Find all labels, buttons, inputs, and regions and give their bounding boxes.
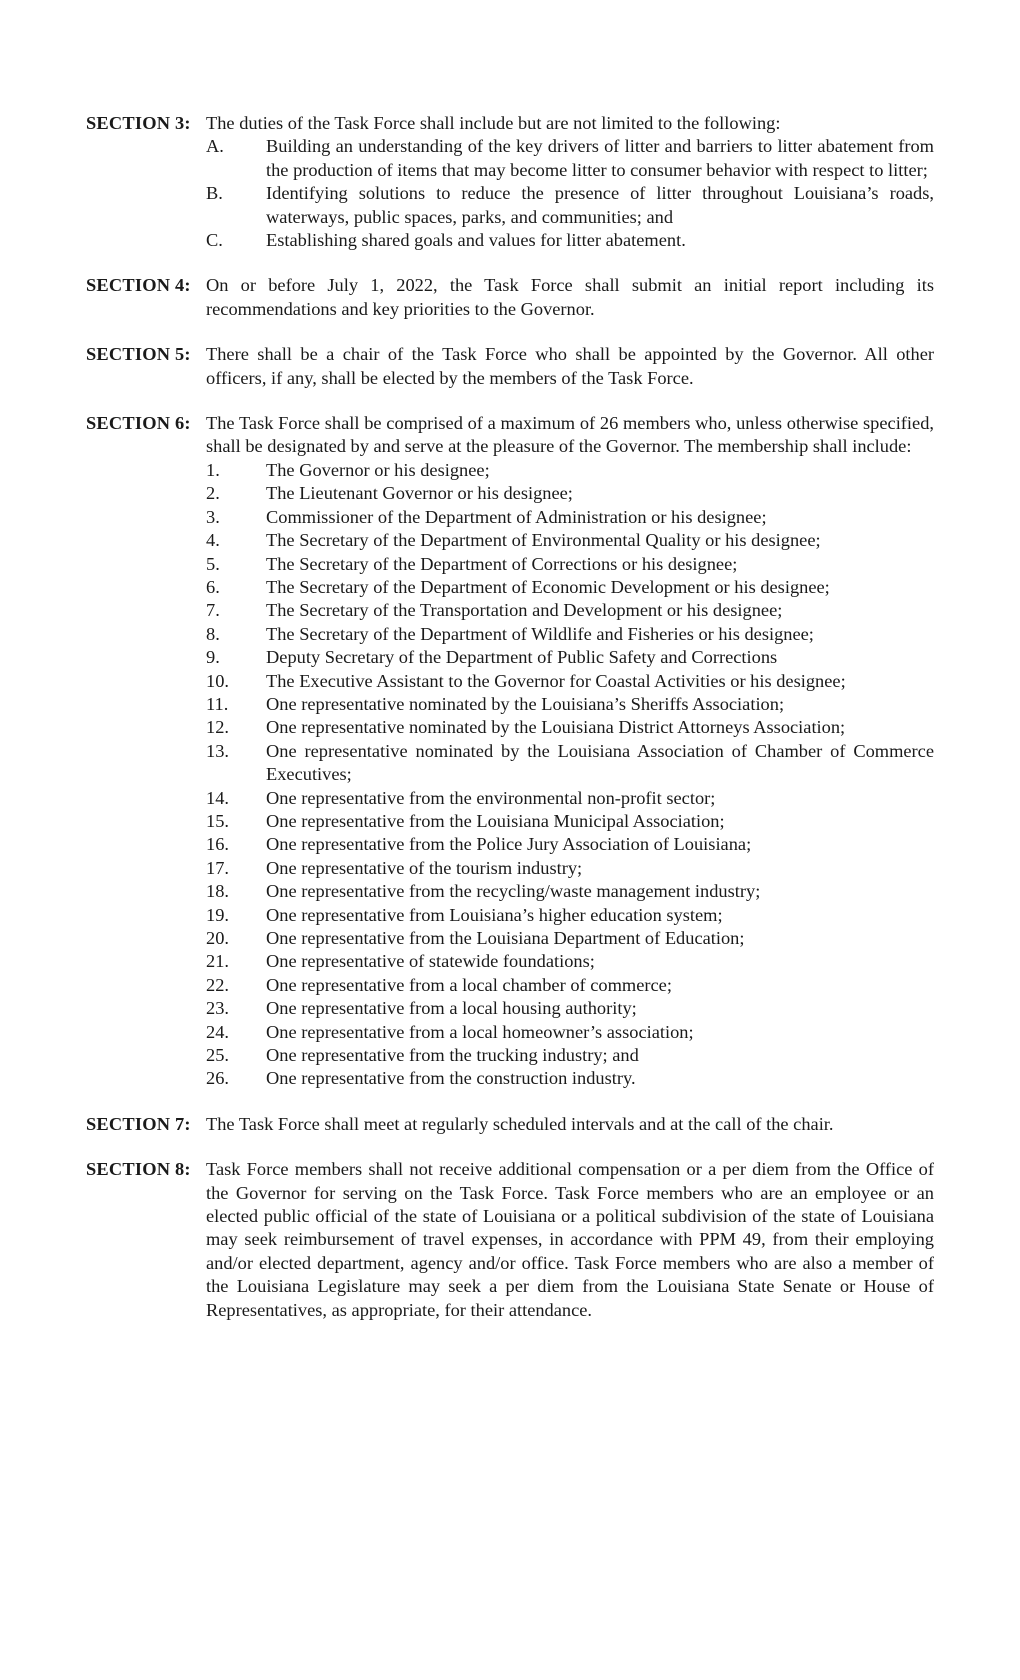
list-marker: 3. [206, 506, 220, 527]
list-item [206, 576, 934, 599]
list-item-text: One representative from a local housing authority; [266, 998, 637, 1019]
section-4-body [206, 274, 934, 321]
list-item-text: Establishing shared goals and values for litter abatement. [266, 230, 686, 251]
section-4-text: On or before July 1, 2022, the Task Force shall submit an initial report including its recommendations and key priorities to the Governor. [206, 275, 934, 319]
list-marker: 12. [206, 717, 229, 738]
list-item [206, 599, 934, 622]
list-item-text: The Lieutenant Governor or his designee; [266, 483, 573, 504]
list-item-text: The Executive Assistant to the Governor for Coastal Activities or his designee; [266, 670, 846, 691]
list-item [206, 810, 934, 833]
list-item [206, 693, 934, 716]
list-marker: 8. [206, 623, 220, 644]
list-marker: 13. [206, 740, 229, 761]
list-marker: 21. [206, 951, 229, 972]
list-item-text: One representative nominated by the Louisiana’s Sheriffs Association; [266, 693, 785, 714]
list-marker: A. [206, 136, 224, 157]
section-5 [86, 343, 934, 390]
section-4 [86, 274, 934, 321]
list-item-text: One representative of the tourism industry; [266, 857, 583, 878]
list-item [206, 716, 934, 739]
list-marker: 1. [206, 459, 220, 480]
list-marker: 23. [206, 998, 229, 1019]
section-8-body [206, 1158, 934, 1322]
section-6 [86, 412, 934, 1091]
section-6-label: SECTION 6: [86, 413, 191, 434]
section-3-intro: The duties of the Task Force shall include but are not limited to the following: [206, 113, 781, 133]
list-item [206, 623, 934, 646]
section-6-body [206, 412, 934, 1091]
list-item [206, 506, 934, 529]
list-item [206, 135, 934, 182]
list-marker: C. [206, 230, 223, 251]
section-3 [86, 112, 934, 252]
section-5-label: SECTION 5: [86, 344, 191, 365]
document-page [86, 112, 934, 1322]
section-8 [86, 1158, 934, 1322]
list-marker: 14. [206, 787, 229, 808]
list-item [206, 553, 934, 576]
list-item [206, 482, 934, 505]
list-marker: 22. [206, 974, 229, 995]
list-item-text: Commissioner of the Department of Administration or his designee; [266, 506, 767, 527]
list-marker: 19. [206, 904, 229, 925]
list-item [206, 904, 934, 927]
list-marker: B. [206, 183, 223, 204]
list-item-text: The Governor or his designee; [266, 459, 490, 480]
list-item [206, 646, 934, 669]
list-marker: 10. [206, 670, 229, 691]
list-item [206, 927, 934, 950]
list-item [206, 787, 934, 810]
section-3-body [206, 112, 934, 252]
list-marker: 17. [206, 857, 229, 878]
list-marker: 2. [206, 483, 220, 504]
list-item-text: One representative of statewide foundations; [266, 951, 595, 972]
list-item [206, 1021, 934, 1044]
list-marker: 6. [206, 576, 220, 597]
section-8-label: SECTION 8: [86, 1159, 191, 1180]
list-item-text: One representative from the Louisiana Department of Education; [266, 928, 745, 948]
list-item-text: The Secretary of the Transportation and Development or his designee; [266, 600, 783, 621]
list-item [206, 1067, 934, 1090]
section-3-label: SECTION 3: [86, 113, 191, 133]
list-item [206, 740, 934, 787]
list-item-text: Deputy Secretary of the Department of Public Safety and Corrections [266, 647, 778, 668]
list-item [206, 529, 934, 552]
list-item [206, 182, 934, 229]
list-item [206, 833, 934, 856]
section-7-label: SECTION 7: [86, 1113, 191, 1134]
list-item [206, 1044, 934, 1067]
list-item-text: Building an understanding of the key drivers of litter and barriers to litter abatement from the production of items that may become litter to consumer behavior with respect to litter; [266, 136, 934, 180]
list-item [206, 857, 934, 880]
list-item [206, 880, 934, 903]
list-item-text: The Secretary of the Department of Wildlife and Fisheries or his designee; [266, 623, 814, 644]
list-item [206, 459, 934, 482]
list-item-text: One representative from a local homeowner’s association; [266, 1021, 694, 1042]
section-5-body [206, 343, 934, 390]
list-item [206, 229, 934, 252]
list-item-text: The Secretary of the Department of Corrections or his designee; [266, 553, 738, 574]
list-item [206, 997, 934, 1020]
list-item-text: One representative from the recycling/waste management industry; [266, 881, 761, 902]
list-item [206, 974, 934, 997]
section-4-label: SECTION 4: [86, 275, 191, 296]
list-marker: 25. [206, 1045, 229, 1066]
list-item-text: One representative from Louisiana’s higher education system; [266, 904, 723, 925]
duties-list [206, 135, 934, 252]
section-7 [86, 1113, 934, 1136]
list-item-text: Identifying solutions to reduce the presence of litter throughout Louisiana’s roads, waterways, public spaces, parks, and communities; and [266, 183, 934, 227]
list-item-text: One representative from the trucking industry; and [266, 1045, 639, 1066]
list-item-text: The Secretary of the Department of Economic Development or his designee; [266, 576, 830, 597]
list-marker: 7. [206, 600, 220, 621]
list-item-text: One representative from the environmental non-profit sector; [266, 787, 716, 808]
list-item-text: One representative from a local chamber of commerce; [266, 974, 672, 995]
membership-list [206, 459, 934, 1091]
section-8-text: Task Force members shall not receive additional compensation or a per diem from the Office of the Governor for serving on the Task Force. Task Force members who are an employee or an elected public official of the state of Louisiana or a political subdivision of the state of Louisiana may seek reimbursement of travel expenses, in accordance with PPM 49, from their employing and/or elected department, agency and/or office. Task Force members who are also a member of the Louisiana Legislature may seek a per diem from the Louisiana State Senate or House of Representatives, as appropriate, for their attendance. [206, 1159, 934, 1320]
list-marker: 24. [206, 1021, 229, 1042]
list-marker: 5. [206, 553, 220, 574]
list-item [206, 670, 934, 693]
section-6-intro: The Task Force shall be comprised of a maximum of 26 members who, unless otherwise specified, shall be designated by and serve at the pleasure of the Governor. The membership shall include: [206, 413, 934, 457]
section-5-text: There shall be a chair of the Task Force who shall be appointed by the Governor. All other officers, if any, shall be elected by the members of the Task Force. [206, 344, 934, 388]
list-item-text: One representative nominated by the Louisiana District Attorneys Association; [266, 717, 846, 738]
list-item-text: One representative from the construction industry. [266, 1068, 636, 1089]
list-marker: 16. [206, 834, 229, 855]
list-marker: 4. [206, 530, 220, 551]
list-item-text: One representative nominated by the Louisiana Association of Chamber of Commerce Executives; [266, 740, 934, 785]
list-item-text: The Secretary of the Department of Environmental Quality or his designee; [266, 530, 821, 551]
section-7-text: The Task Force shall meet at regularly scheduled intervals and at the call of the chair. [206, 1113, 834, 1134]
list-item-text: One representative from the Louisiana Municipal Association; [266, 810, 725, 831]
list-item-text: One representative from the Police Jury Association of Louisiana; [266, 834, 752, 855]
section-7-body [206, 1113, 934, 1136]
list-marker: 18. [206, 881, 229, 902]
list-marker: 11. [206, 693, 229, 714]
list-marker: 15. [206, 810, 229, 831]
list-marker: 26. [206, 1068, 229, 1089]
list-marker: 20. [206, 928, 229, 948]
list-item [206, 950, 934, 973]
list-marker: 9. [206, 647, 220, 668]
